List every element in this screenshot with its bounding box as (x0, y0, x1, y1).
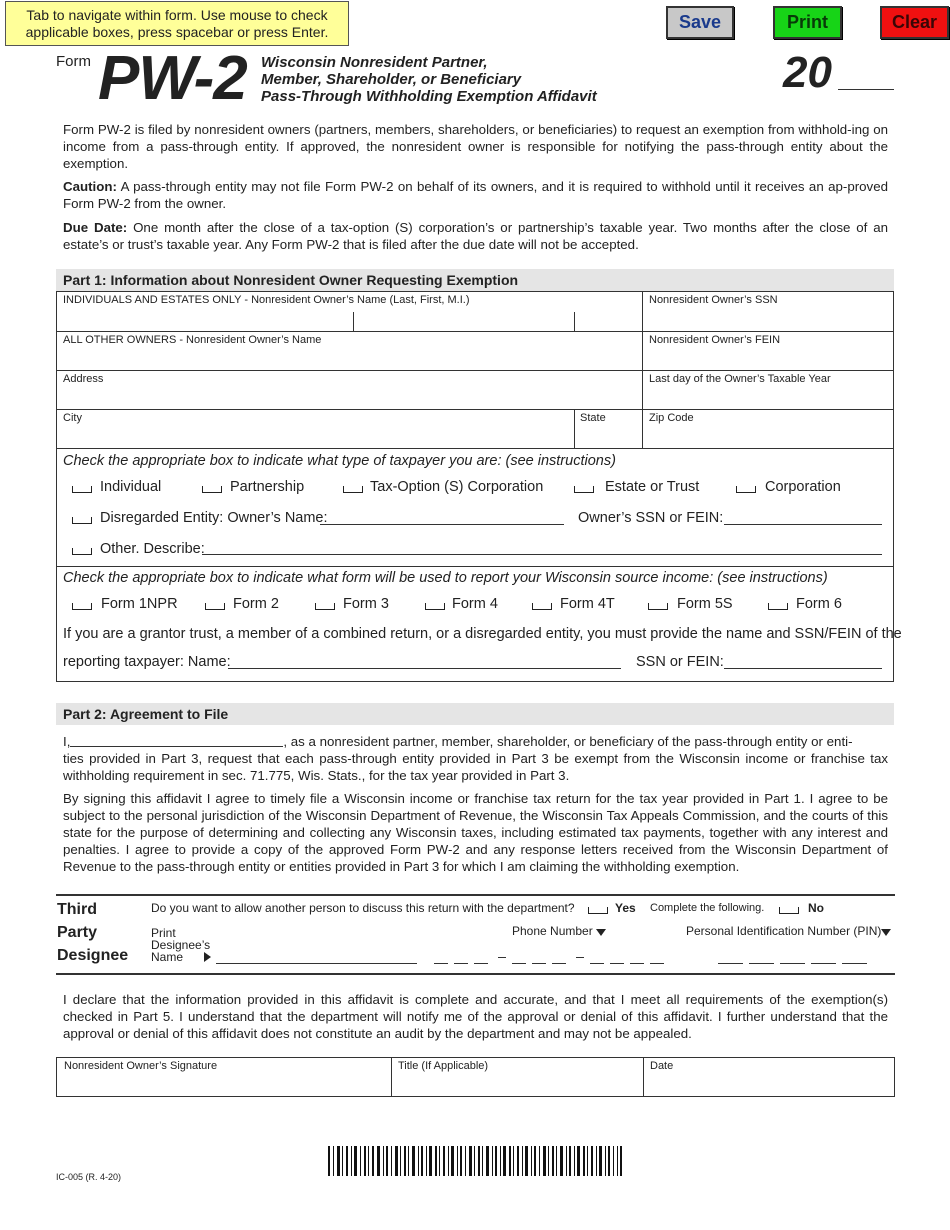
designee-phone-label: Phone Number (512, 924, 593, 938)
city-label: City (63, 412, 82, 424)
agreement-line1-text: , as a nonresident partner, member, shareholder, or beneficiary of the pass-through entity or enti- (283, 734, 853, 749)
form-title-line3: Pass-Through Withholding Exemption Affidavit (261, 88, 597, 105)
date-label: Date (650, 1060, 674, 1072)
reporting-name-input[interactable] (228, 654, 621, 669)
instructions-tooltip: Tab to navigate within form. Use mouse to check applicable boxes, press spacebar or press Enter. (5, 1, 349, 46)
form-4-label: Form 4 (452, 596, 498, 612)
disregarded-entity-label: Disregarded Entity: Owner’s Name: (100, 510, 328, 526)
title-input[interactable] (394, 1073, 641, 1095)
arrow-right-icon (204, 952, 211, 962)
form-label: Form (56, 53, 91, 70)
divider (391, 1057, 392, 1097)
agreement-name-input[interactable] (70, 734, 283, 747)
other-describe-input[interactable] (202, 541, 882, 555)
reporting-name-label: reporting taxpayer: Name: (63, 654, 231, 670)
reporting-ssn-fein-input[interactable] (724, 654, 882, 669)
designee-name-input[interactable] (216, 952, 417, 964)
other-describe-label: Other. Describe: (100, 541, 205, 557)
phone-dropdown-icon (596, 929, 606, 936)
form-3-checkbox[interactable] (315, 603, 335, 610)
partnership-checkbox[interactable] (202, 486, 222, 493)
owner-ssn-fein-input[interactable] (724, 510, 882, 525)
taxable-year-label: Last day of the Owner’s Taxable Year (649, 373, 831, 385)
designee-title-designee: Designee (57, 947, 129, 964)
designee-phone-input[interactable] (434, 963, 672, 965)
address-input[interactable] (58, 386, 640, 408)
taxable-year-input[interactable] (645, 386, 892, 408)
reporting-ssn-fein-label: SSN or FEIN: (636, 654, 724, 670)
divider (56, 291, 894, 292)
form-1npr-label: Form 1NPR (101, 596, 178, 612)
form-4-checkbox[interactable] (425, 603, 445, 610)
caution-label: Caution: (63, 179, 117, 194)
state-input[interactable] (577, 425, 640, 447)
designee-no-label: No (808, 901, 824, 915)
form-number: PW-2 (98, 44, 247, 113)
form-4t-checkbox[interactable] (532, 603, 552, 610)
designee-title-party: Party (57, 924, 98, 941)
designee-question: Do you want to allow another person to discuss this return with the department? (151, 901, 575, 915)
state-label: State (580, 412, 606, 424)
form-1npr-checkbox[interactable] (72, 603, 92, 610)
form-title (261, 54, 597, 105)
form-6-label: Form 6 (796, 596, 842, 612)
designee-name-label: Name (151, 950, 184, 964)
pin-dropdown-icon (881, 929, 891, 936)
form-type-prompt: Check the appropriate box to indicate what form will be used to report your Wisconsin source income: (see instructions) (63, 570, 828, 586)
divider (56, 409, 894, 410)
due-date-label: Due Date: (63, 220, 128, 235)
divider (643, 1057, 644, 1097)
agreement-line1 (63, 733, 888, 750)
fein-label: Nonresident Owner’s FEIN (649, 334, 781, 346)
zip-input[interactable] (645, 425, 892, 447)
designee-yes-checkbox[interactable] (588, 907, 608, 914)
divider (574, 409, 575, 448)
caution-paragraph (63, 178, 888, 212)
taxpayer-type-prompt: Check the appropriate box to indicate what type of taxpayer you are: (see instructions) (63, 453, 616, 469)
form-5s-checkbox[interactable] (648, 603, 668, 610)
print-button[interactable]: Print (773, 6, 842, 39)
corporation-checkbox[interactable] (736, 486, 756, 493)
designee-print-label: Print (151, 926, 176, 940)
date-input[interactable] (646, 1073, 893, 1095)
form-2-label: Form 2 (233, 596, 279, 612)
agreement-paragraph: ties provided in Part 3, request that each pass-through entity provided in Part 3 be exempt from the Wisconsin income or franchise tax withholding requirement in sec. 71.775, Wis. Stats., for the tax year provided in Part 3. (63, 751, 888, 783)
individual-option-label: Individual (100, 479, 162, 495)
estate-trust-checkbox[interactable] (574, 486, 594, 493)
owner-ssn-fein-label: Owner’s SSN or FEIN: (578, 510, 724, 526)
due-date-text: One month after the close of a tax-option (S) corporation’s or partnership’s taxable year. Two months after the close of an estate’s or trust’s taxable year. Any Form PW-2 that is filed after the due date will not be accepted. (63, 220, 888, 252)
designee-designees-label: Designee’s (151, 938, 211, 952)
partnership-option-label: Partnership (230, 479, 305, 495)
form-3-label: Form 3 (343, 596, 389, 612)
part1-heading: Part 1: Information about Nonresident Owner Requesting Exemption (56, 269, 894, 291)
divider (56, 370, 894, 371)
form-4t-label: Form 4T (560, 596, 615, 612)
corporation-option-label: Corporation (765, 479, 841, 495)
individual-name-label: INDIVIDUALS AND ESTATES ONLY - Nonresident Owner’s Name (Last, First, M.I.) (63, 294, 470, 306)
s-corporation-checkbox[interactable] (343, 486, 363, 493)
individual-checkbox[interactable] (72, 486, 92, 493)
save-button[interactable]: Save (666, 6, 734, 39)
divider (56, 566, 894, 567)
designee-pin-input[interactable] (718, 963, 868, 965)
barcode-image (328, 1146, 622, 1176)
disregarded-owner-name-input[interactable] (320, 510, 564, 525)
intro-paragraph: Form PW-2 is filed by nonresident owners (partners, members, shareholders, or beneficiaries) to request an exemption from withhold-ing on income from a pass-through entity. If approved, the nonresident owner is responsible for notifying the pass-through entity about the exemption. (63, 122, 888, 171)
address-label: Address (63, 373, 104, 385)
title-label: Title (If Applicable) (398, 1060, 489, 1072)
form-code: IC-005 (R. 4-20) (56, 1172, 122, 1182)
s-corporation-option-label: Tax-Option (S) Corporation (370, 479, 544, 495)
designee-pin-label: Personal Identification Number (PIN) (686, 924, 882, 938)
affidavit-paragraph: By signing this affidavit I agree to timely file a Wisconsin income or franchise tax return for the tax year provided in Part 1. I agree to be subject to the personal jurisdiction of the Wisconsin Department of Revenue, the Wisconsin Tax Appeals Commission, and the courts of this state for the purpose of determining and collecting any Wisconsin taxes, including estimated tax payments, together with any interest and penalties. I agree to provide a copy of the approved Form PW-2 and any response letters received from the Wisconsin Department of Revenue to the pass-through entity or entities provided in Part 3 for which I am claiming the withholding exemption. (63, 791, 888, 874)
form-5s-label: Form 5S (677, 596, 733, 612)
designee-complete-label: Complete the following. (650, 902, 765, 914)
form-title-line2: Member, Shareholder, or Beneficiary (261, 71, 522, 88)
city-input[interactable] (58, 425, 572, 447)
ssn-label: Nonresident Owner’s SSN (649, 294, 778, 306)
grantor-trust-text: If you are a grantor trust, a member of a combined return, or a disregarded entity, you must provide the name and SSN/FEIN of the (63, 626, 902, 642)
caution-text: A pass-through entity may not file Form PW-2 on behalf of its owners, and it is required to withhold until it receives an ap-proved Form PW-2 from the owner. (63, 179, 888, 211)
other-name-label: ALL OTHER OWNERS - Nonresident Owner’s Name (63, 334, 322, 346)
designee-no-checkbox[interactable] (779, 907, 799, 914)
other-name-input[interactable] (58, 347, 640, 369)
ssn-input[interactable] (645, 308, 892, 330)
individual-name-input[interactable] (58, 308, 640, 330)
designee-top-rule (56, 894, 895, 896)
designee-bottom-rule (56, 973, 895, 975)
designee-yes-label: Yes (615, 901, 636, 915)
clear-button[interactable]: Clear (880, 6, 949, 39)
agreement-i-label: I, (63, 734, 71, 749)
signature-input[interactable] (58, 1073, 389, 1095)
form-title-line1: Wisconsin Nonresident Partner, (261, 54, 488, 71)
divider (56, 331, 894, 332)
tax-year-prefix: 20 (783, 48, 832, 97)
fein-input[interactable] (645, 347, 892, 369)
divider (56, 448, 894, 449)
zip-label: Zip Code (649, 412, 694, 424)
form-2-checkbox[interactable] (205, 603, 225, 610)
signature-label: Nonresident Owner’s Signature (64, 1060, 218, 1072)
declaration-paragraph: I declare that the information provided in this affidavit is complete and accurate, and that I meet all requirements of the exemption(s) checked in Part 5. I understand that the department will notify me of the approval or denial of this affidavit. I further understand that the approval or denial of this affidavit does not constitute an audit by the department and may not be appealed. (63, 992, 888, 1041)
tax-year-input[interactable] (838, 89, 894, 90)
part2-heading: Part 2: Agreement to File (56, 703, 894, 725)
due-date-paragraph (63, 219, 888, 253)
designee-title-third: Third (57, 901, 97, 918)
disregarded-entity-checkbox[interactable] (72, 517, 92, 524)
other-checkbox[interactable] (72, 548, 92, 555)
estate-trust-option-label: Estate or Trust (605, 479, 700, 495)
form-6-checkbox[interactable] (768, 603, 788, 610)
